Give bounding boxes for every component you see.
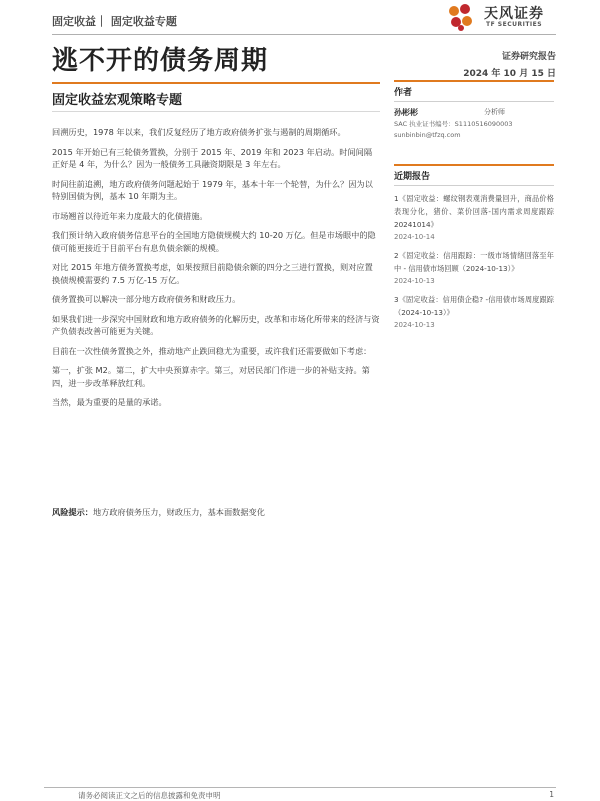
author-role: 分析师 <box>484 108 505 116</box>
summary-paragraph: 当然，最为重要的是量的承诺。 <box>52 397 167 407</box>
report-type: 证券研究报告 <box>501 52 556 62</box>
summary-paragraph: 如果我们进一步深究中国财政和地方政府债务的化解历史，改革和市场化所带来的经济与资产负债表改善可能更为关键。 <box>52 313 380 336</box>
summary-paragraph: 回溯历史，1978 年以来，我们反复经历了地方政府债务扩张与遏制的周期循环。 <box>52 127 346 137</box>
summary-paragraph: 我们预计纳入政府债务信息平台的全国地方隐债规模大约 10-20 万亿。但是市场眼中的隐债可能更接近于目前平台有息负债余额的规模。 <box>52 230 376 253</box>
recent-report-link[interactable]: 3《固定收益：信用债企稳? -信用债市场周度跟踪（2024-10-13）》 <box>394 295 554 317</box>
page-title: 逃不开的债务周期 <box>52 46 269 76</box>
risk-text: 地方政府债务压力，财政压力，基本面数据变化 <box>92 507 265 517</box>
page-number: 1 <box>549 790 554 799</box>
risk-warning <box>52 507 472 518</box>
summary-body <box>52 126 380 416</box>
logo-petal-4 <box>462 16 472 26</box>
footer-disclaimer: 请务必阅读正文之后的信息披露和免责申明 <box>78 791 221 800</box>
risk-label: 风险提示： <box>52 507 93 517</box>
summary-paragraph: 目前在一次性债务置换之外，推动地产止跌回稳尤为重要，或许我们还需要做如下考虑： <box>52 345 372 356</box>
recent-report-date: 2024-10-14 <box>394 233 435 241</box>
brand-name-en: TF SECURITIES <box>486 21 543 28</box>
report-category: 固定收益｜ 固定收益专题 <box>52 15 177 28</box>
recent-report-date: 2024-10-13 <box>394 277 435 285</box>
summary-paragraph: 2015 年开始已有三轮债务置换，分别于 2015 年、2019 年和 2023 年启动。时间间隔正好是 4 年，为什么？因为一般债务工具融资期限是 3 年左右。 <box>52 146 373 169</box>
title-accent-rule <box>52 82 380 84</box>
logo-center <box>458 25 464 31</box>
page-subtitle: 固定收益宏观策略专题 <box>52 93 183 108</box>
subtitle-divider <box>52 111 380 112</box>
logo-petal-1 <box>449 6 459 16</box>
author-name: 孙彬彬 <box>394 108 418 117</box>
author-license: SAC 执业证书编号：S1110516090003 <box>394 120 513 128</box>
recent-reports-heading: 近期报告 <box>394 164 554 182</box>
recent-report-link[interactable]: 2《固定收益：信用跟踪：一级市场情绪回落至年中 - 信用债市场回顾（2024-10-13）》 <box>394 251 554 273</box>
logo-petal-2 <box>460 4 470 14</box>
footer-divider <box>44 787 556 788</box>
summary-paragraph: 债务置换可以解决一部分地方政府债务和财政压力。 <box>52 294 241 304</box>
sidebar <box>394 80 554 331</box>
author-email: sunbinbin@tfzq.com <box>394 131 461 139</box>
recent-report-date: 2024-10-13 <box>394 321 435 329</box>
summary-paragraph: 市场翘首以待近年来力度最大的化债措施。 <box>52 210 208 221</box>
recent-reports-divider <box>394 185 554 186</box>
recent-report-link[interactable]: 1《固定收益：螺纹钢表观消费量回升，商品价格表现分化，猪价、菜价回落-国内需求周度跟踪 20241014》 <box>394 194 554 229</box>
author-heading: 作者 <box>394 80 554 98</box>
author-divider <box>394 101 554 102</box>
header-divider <box>52 34 556 35</box>
summary-paragraph: 对比 2015 年地方债务置换考虑，如果按照目前隐债余额的四分之三进行置换，则对应置换债规模需要约 7.5 万亿-15 万亿。 <box>52 262 373 285</box>
report-date: 2024 年 10 月 15 日 <box>463 69 556 79</box>
author-row <box>394 107 554 118</box>
brand-name-cn: 天风证券 <box>484 6 544 22</box>
summary-paragraph: 时间往前追溯，地方政府债务问题起始于 1979 年，基本十年一个轮替，为什么？因为以特别国债为例，基本 10 年期为主。 <box>52 178 373 201</box>
summary-paragraph: 第一，扩张 M2。第二，扩大中央预算赤字。第三，对居民部门作进一步的补贴支持。第四，进一步改革释放红利。 <box>52 365 370 388</box>
